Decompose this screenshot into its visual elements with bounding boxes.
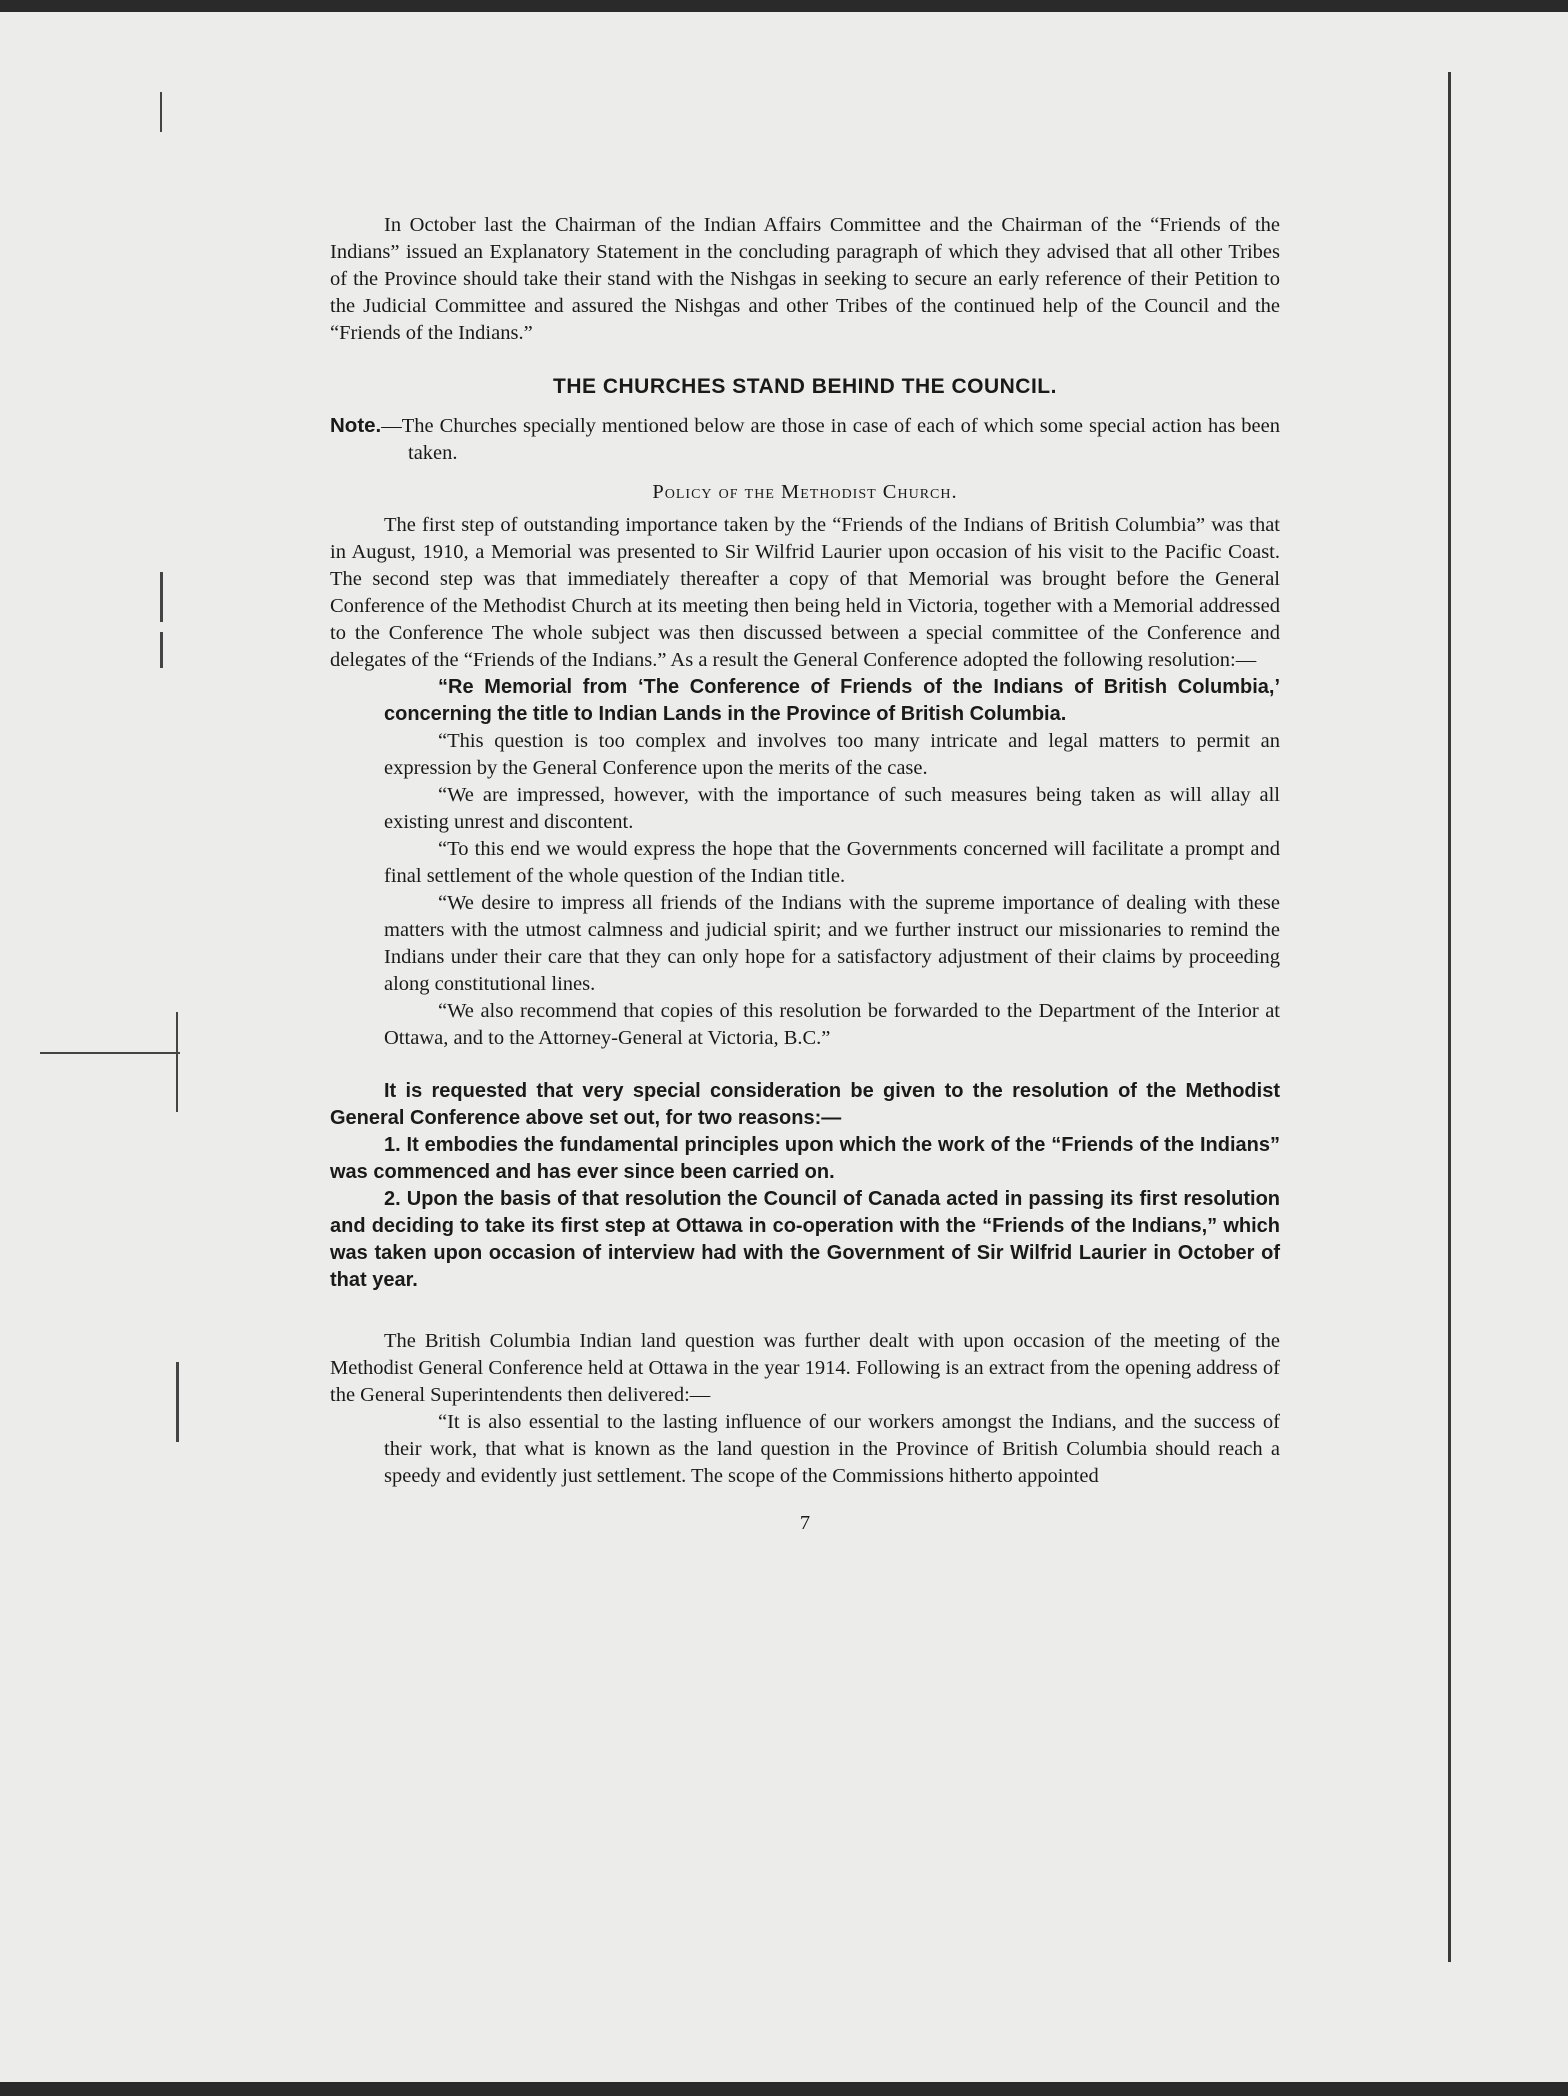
resolution-paragraph: “We desire to impress all friends of the Indians with the supreme importance of dealing with these matters with the utmost calmness and judicial spirit; and we further instruct our missionaries to remind the Indians under their care that they can only hope for a satisfactory adjustment of their claims by proceeding along constitutional lines.	[384, 892, 1280, 995]
policy-paragraph: The first step of outstanding importance taken by the “Friends of the Indians of British Columbia” was that in August, 1910, a Memorial was presented to Sir Wilfrid Laurier upon occasion of his visit to the Pacific Coast. The second step was that immediately thereafter a copy of that Memorial was brought before the General Conference of the Methodist Church at its meeting then being held in Victoria, together with a Memorial addressed to the Conference The whole subject was then discussed between a special committee of the Conference and delegates of the “Friends of the Indians.” As a result the General Conference adopted the following resolution:—	[330, 514, 1280, 671]
resolution-quote	[330, 674, 1280, 1052]
extract-quote	[330, 1409, 1280, 1490]
request-paragraph: It is requested that very special consideration be given to the resolution of the Methodist General Conference above set out, for two reasons:—	[330, 1080, 1280, 1129]
resolution-paragraph: “We also recommend that copies of this resolution be forwarded to the Department of the Interior at Ottawa, and to the Attorney-General at Victoria, B.C.”	[384, 1000, 1280, 1049]
policy-heading: Policy of the Methodist Church.	[652, 481, 958, 503]
note-label: Note.	[330, 414, 382, 437]
scan-artifact	[160, 572, 163, 622]
resolution-paragraph: “This question is too complex and involves too many intricate and legal matters to permit an expression by the General Conference upon the merits of the case.	[384, 730, 1280, 779]
reason-2: 2. Upon the basis of that resolution the Council of Canada acted in passing its first resolution and deciding to take its first step at Ottawa in co-operation with the “Friends of the Indians,” which was taken upon occasion of interview had with the Government of Sir Wilfrid Laurier in October of that year.	[330, 1188, 1280, 1291]
scan-artifact	[176, 1012, 178, 1112]
reason-1: 1. It embodies the fundamental principles upon which the work of the “Friends of the Indians” was commenced and has ever since been carried on.	[330, 1134, 1280, 1183]
extract-paragraph: “It is also essential to the lasting influence of our workers amongst the Indians, and the success of their work, that what is known as the land question in the Province of British Columbia should reach a speedy and evidently just settlement. The scope of the Commissions hitherto appointed	[384, 1411, 1280, 1487]
document-page	[0, 12, 1568, 2082]
resolution-paragraph: “We are impressed, however, with the importance of such measures being taken as will allay all existing unrest and discontent.	[384, 784, 1280, 833]
scan-border	[1448, 72, 1451, 1962]
scan-artifact	[176, 1362, 179, 1442]
resolution-title: “Re Memorial from ‘The Conference of Friends of the Indians of British Columbia,’ concerning the title to Indian Lands in the Province of British Columbia.	[384, 676, 1280, 725]
intro-paragraph: In October last the Chairman of the Indian Affairs Committee and the Chairman of the “Friends of the Indians” issued an Explanatory Statement in the concluding paragraph of which they advised that all other Tribes of the Province should take their stand with the Nishgas in seeking to secure an early reference of their Petition to the Judicial Committee and assured the Nishgas and other Tribes of the continued help of the Council and the “Friends of the Indians.”	[330, 214, 1280, 344]
later-paragraph: The British Columbia Indian land question was further dealt with upon occasion of the meeting of the Methodist General Conference held at Ottawa in the year 1914. Following is an extract from the opening address of the General Superintendents then delivered:—	[330, 1330, 1280, 1406]
scan-artifact	[160, 632, 163, 668]
scan-artifact	[40, 1052, 180, 1054]
resolution-paragraph: “To this end we would express the hope that the Governments concerned will facilitate a prompt and final settlement of the whole question of the Indian title.	[384, 838, 1280, 887]
note-paragraph	[330, 412, 1280, 467]
document-body	[330, 212, 1280, 1537]
page-number: 7	[799, 1512, 811, 1534]
scan-artifact	[160, 92, 162, 132]
note-text: —The Churches specially mentioned below are those in case of each of which some special action has been taken.	[381, 415, 1280, 464]
section-heading: THE CHURCHES STAND BEHIND THE COUNCIL.	[553, 375, 1057, 398]
